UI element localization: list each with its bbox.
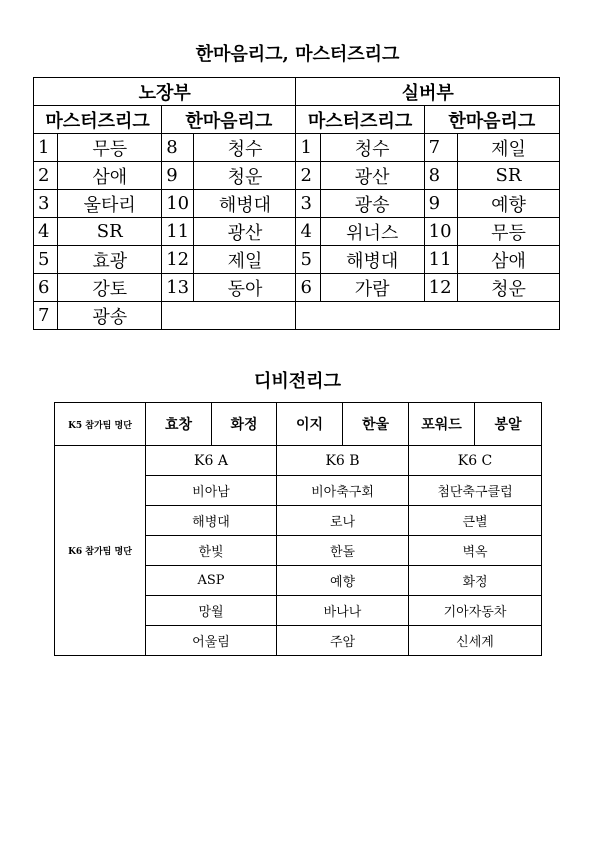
team-name: 무등 bbox=[457, 218, 559, 246]
rank-number: 12 bbox=[424, 274, 457, 302]
rank-number: 6 bbox=[296, 274, 320, 302]
team-name: 가람 bbox=[320, 274, 424, 302]
k6-team: 주암 bbox=[277, 626, 409, 656]
k5-team: 이지 bbox=[277, 403, 343, 446]
k6-team: 어울림 bbox=[146, 626, 277, 656]
k5-team: 한울 bbox=[343, 403, 409, 446]
rank-number: 1 bbox=[296, 134, 320, 162]
division-table bbox=[54, 402, 542, 656]
rank-number: 12 bbox=[162, 246, 194, 274]
team-name: 광송 bbox=[320, 190, 424, 218]
rank-number: 6 bbox=[34, 274, 58, 302]
division-title: 디비전리그 bbox=[254, 371, 341, 392]
k5-team: 효창 bbox=[146, 403, 212, 446]
rank-number: 9 bbox=[424, 190, 457, 218]
k6-group-header: K6 B bbox=[277, 446, 409, 476]
league-title: 한마음리그, 마스터즈리그 bbox=[195, 44, 400, 65]
rank-number: 5 bbox=[296, 246, 320, 274]
table-row bbox=[34, 302, 560, 330]
team-name: SR bbox=[457, 162, 559, 190]
team-name: 효광 bbox=[58, 246, 162, 274]
team-name: 청운 bbox=[457, 274, 559, 302]
team-name: 광송 bbox=[58, 302, 162, 330]
team-name: 해병대 bbox=[194, 190, 296, 218]
k6-team: 비아남 bbox=[146, 476, 277, 506]
k6-team: 예향 bbox=[277, 566, 409, 596]
league-table bbox=[33, 77, 560, 330]
k6-group-header: K6 A bbox=[146, 446, 277, 476]
rank-number: 11 bbox=[424, 246, 457, 274]
k5-label: K5 참가팀 명단 bbox=[55, 403, 146, 446]
rank-number: 11 bbox=[162, 218, 194, 246]
team-name: 삼애 bbox=[457, 246, 559, 274]
rank-number: 10 bbox=[424, 218, 457, 246]
k6-team: 기아자동차 bbox=[409, 596, 542, 626]
k6-label: K6 참가팀 명단 bbox=[55, 446, 146, 656]
k5-team: 포워드 bbox=[409, 403, 475, 446]
empty-cell bbox=[162, 302, 296, 330]
team-name: 예향 bbox=[457, 190, 559, 218]
team-name: 광산 bbox=[320, 162, 424, 190]
team-name: 청운 bbox=[194, 162, 296, 190]
k5-team: 봉알 bbox=[475, 403, 542, 446]
team-name: 강토 bbox=[58, 274, 162, 302]
rank-number: 13 bbox=[162, 274, 194, 302]
subheader-masters: 마스터즈리그 bbox=[34, 106, 162, 134]
team-name: 청수 bbox=[320, 134, 424, 162]
k6-team: 망월 bbox=[146, 596, 277, 626]
subheader-hanmaeum: 한마음리그 bbox=[162, 106, 296, 134]
subheader-masters: 마스터즈리그 bbox=[296, 106, 424, 134]
rank-number: 8 bbox=[162, 134, 194, 162]
k6-team: 비아축구회 bbox=[277, 476, 409, 506]
team-name: 광산 bbox=[194, 218, 296, 246]
k6-team: 큰별 bbox=[409, 506, 542, 536]
k6-team: 벽옥 bbox=[409, 536, 542, 566]
table-row bbox=[34, 246, 560, 274]
team-name: 동아 bbox=[194, 274, 296, 302]
k6-team: 해병대 bbox=[146, 506, 277, 536]
k5-team: 화정 bbox=[212, 403, 277, 446]
team-name: 청수 bbox=[194, 134, 296, 162]
empty-cell bbox=[296, 302, 560, 330]
table-row bbox=[34, 162, 560, 190]
rank-number: 9 bbox=[162, 162, 194, 190]
table-row bbox=[34, 134, 560, 162]
rank-number: 4 bbox=[296, 218, 320, 246]
rank-number: 7 bbox=[34, 302, 58, 330]
rank-number: 7 bbox=[424, 134, 457, 162]
rank-number: 5 bbox=[34, 246, 58, 274]
k6-team: 로나 bbox=[277, 506, 409, 536]
rank-number: 4 bbox=[34, 218, 58, 246]
team-name: 무등 bbox=[58, 134, 162, 162]
rank-number: 10 bbox=[162, 190, 194, 218]
team-name: 삼애 bbox=[58, 162, 162, 190]
table-row bbox=[34, 190, 560, 218]
rank-number: 2 bbox=[296, 162, 320, 190]
team-name: 울타리 bbox=[58, 190, 162, 218]
rank-number: 3 bbox=[296, 190, 320, 218]
table-row bbox=[34, 274, 560, 302]
k6-team: 화정 bbox=[409, 566, 542, 596]
team-name: SR bbox=[58, 218, 162, 246]
k6-team: ASP bbox=[146, 566, 277, 596]
rank-number: 8 bbox=[424, 162, 457, 190]
k6-group-header: K6 C bbox=[409, 446, 542, 476]
team-name: 위너스 bbox=[320, 218, 424, 246]
k6-team: 신세계 bbox=[409, 626, 542, 656]
team-name: 해병대 bbox=[320, 246, 424, 274]
subheader-hanmaeum: 한마음리그 bbox=[424, 106, 559, 134]
k6-team: 한빛 bbox=[146, 536, 277, 566]
team-name: 제일 bbox=[457, 134, 559, 162]
table-row bbox=[34, 218, 560, 246]
rank-number: 2 bbox=[34, 162, 58, 190]
team-name: 제일 bbox=[194, 246, 296, 274]
k6-team: 첨단축구클럽 bbox=[409, 476, 542, 506]
section-header-senior: 노장부 bbox=[34, 78, 296, 106]
section-header-silver: 실버부 bbox=[296, 78, 560, 106]
rank-number: 3 bbox=[34, 190, 58, 218]
k6-team: 바나나 bbox=[277, 596, 409, 626]
k6-team: 한돌 bbox=[277, 536, 409, 566]
rank-number: 1 bbox=[34, 134, 58, 162]
